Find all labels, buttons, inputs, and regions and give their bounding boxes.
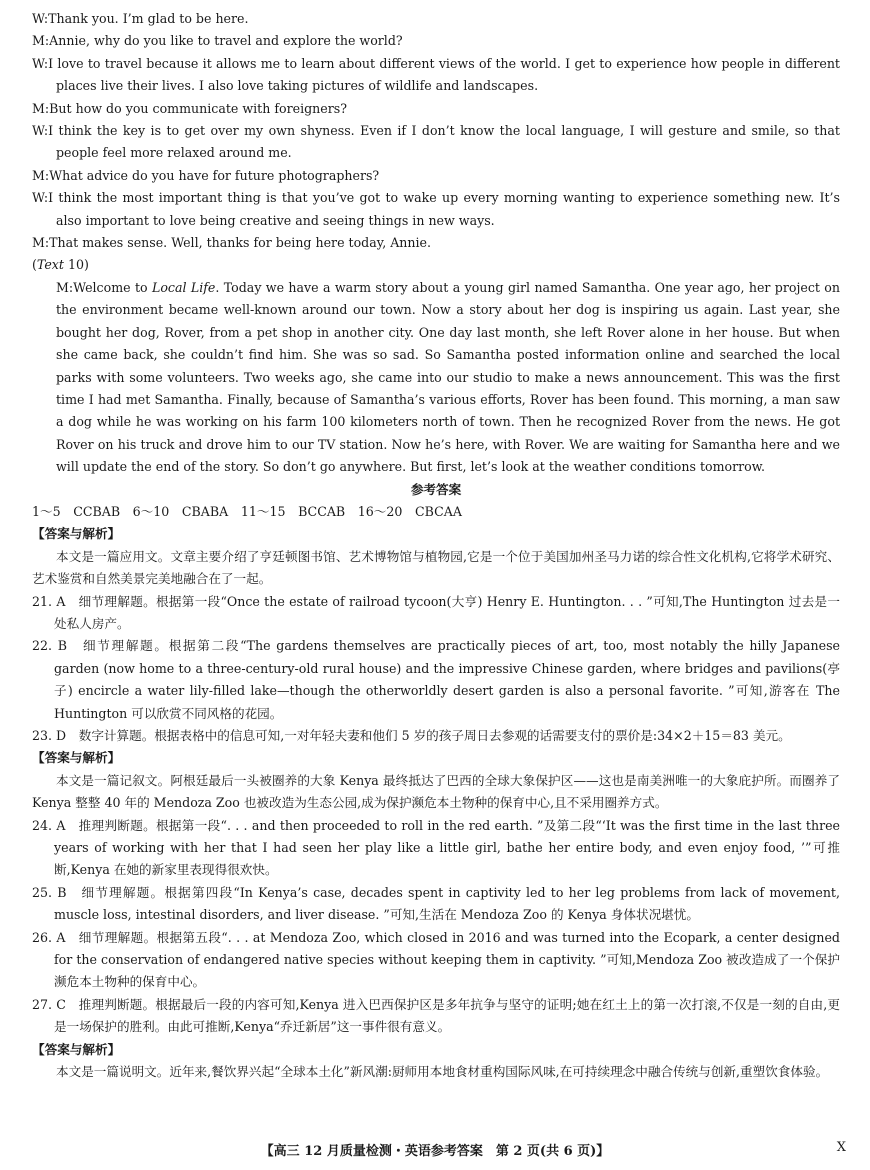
- speaker-label: W: [32, 190, 44, 206]
- answer-explanation: 22. B 细节理解题。根据第二段“The gardens themselves are practically pieces of art, too, most notably the hilly Japanese garden (now home to a three-century-old rural house) and the impressive Chinese garden, where bridges and pavilions(亭子) encircle a water lily-filled lake—though the otherworldly desert garden is also a personal favorite. ”可知,游客在 The Huntington 可以欣赏不同风格的花园。: [32, 638, 840, 721]
- speaker-label: M: [56, 279, 69, 295]
- dialogue-line: M:What advice do you have for future photographers?: [32, 167, 380, 183]
- show-name: Local Life: [151, 279, 216, 295]
- speaker-label: M: [32, 167, 45, 183]
- page-footer: [0, 1140, 870, 1159]
- section-heading: 【答案与解析】: [32, 526, 121, 542]
- answer-explanation: 27. C 推理判断题。根据最后一段的内容可知,Kenya 进入巴西保护区是多年抗争与坚守的证明;她在红土上的第一次打滚,不仅是一刻的自由,更是一场保护的胜利。由此可推断,Kenya“乔迁新居”这一事件很有意义。: [32, 996, 840, 1035]
- section-summary: 本文是一篇记叙文。阿根廷最后一头被圈养的大象 Kenya 最终抵达了巴西的全球大象保护区——这也是南美洲唯一的大象庇护所。而圈养了 Kenya 整整 40 年的 Mendoza Zoo 也被改造为生态公园,成为保护濒危本土物种的保育中心,且不采用圈养方式。: [32, 772, 840, 811]
- text-10-transcript: (Text 10) M:Welcome to Local Life. Today we have a warm story about a young girl named Samantha. One year ago, her project on the environment became well-known around our town. Now a story about her dog is inspiring us again. Last year, she bought her dog, Rover, from a pet shop in another city. One day last month, she left Rover alone in her house. But when she came back, she couldn’t find him. She was so sad. So Samantha posted information online and searched the local parks with some volunteers. Two weeks ago, she came into our studio to make a news announcement. This was the first time I had met Samantha. Finally, because of Samantha’s various efforts, Rover has been found. This morning, a man saw a dog while he was working on his farm 100 kilometers north of town. Then he recognized Rover from the news. He got Rover on his truck and drove him to our TV station. Now he’s here, with Rover. We are waiting for Samantha here and we will update the end of the story. So don’t go anywhere. But first, let’s look at the weather conditions tomorrow.: [32, 254, 840, 478]
- section-summary: 本文是一篇应用文。文章主要介绍了亨廷顿图书馆、艺术博物馆与植物园,它是一个位于美国加州圣马力诺的综合性文化机构,它将学术研究、艺术鉴赏和自然美景完美地融合在了一起。: [32, 548, 840, 587]
- dialogue-text: But how do you communicate with foreigners?: [49, 100, 347, 116]
- speaker-label: W: [32, 11, 44, 26]
- speaker-label: W: [32, 55, 44, 71]
- answer-explanation: 21. A 细节理解题。根据第一段“Once the estate of railroad tycoon(大亨) Henry E. Huntington. . . ”可知,The Huntington 过去是一处私人房产。: [32, 593, 840, 631]
- answer-key-1-20: 1～5 CCBAB 6～10 CBABA 11～15 BCCAB 16～20 CBCAA: [32, 503, 462, 519]
- text-10-label: (Text 10): [32, 257, 89, 273]
- dialogue-line: M:But how do you communicate with foreigners?: [32, 100, 347, 116]
- dialogue-text: I think the key is to get over my own shyness. Even if I don’t know the local language, I will gesture and smile, so that people feel more relaxed around me.: [48, 123, 840, 161]
- dialogue-text: I think the most important thing is that you’ve got to wake up every morning wanting to experience something new. It’s also important to love being creative and seeing things in new ways.: [48, 190, 840, 228]
- speaker-label: M: [32, 235, 45, 251]
- section-summary: 本文是一篇说明文。近年来,餐饮界兴起“全球本土化”新风潮:厨师用本地食材重构国际风味,在可持续理念中融合传统与创新,重塑饮食体验。: [56, 1064, 829, 1080]
- answer-explanation: 26. A 细节理解题。根据第五段“. . . at Mendoza Zoo, which closed in 2016 and was turned into the Ecopark, a center designed for the conservation of endangered native species without keeping them in captivity. ”可知,Mendoza Zoo 被改造成了一个保护濒危本土物种的保育中心。: [32, 929, 840, 990]
- section-heading: 【答案与解析】: [32, 1041, 121, 1057]
- dialogue-text: I love to travel because it allows me to learn about different views of the world. I get to experience how people in different places live their lives. I also love taking pictures of wildlife and landscapes.: [48, 55, 840, 94]
- answer-explanation: 25. B 细节理解题。根据第四段“In Kenya’s case, decades spent in captivity led to her leg problems from lack of movement, muscle loss, intestinal disorders, and liver disease. ”可知,生活在 Mendoza Zoo 的 Kenya 身体状况堪忧。: [32, 884, 840, 923]
- dialogue-line: M:That makes sense. Well, thanks for being here today, Annie.: [32, 235, 431, 251]
- answer-explanation: 23. D 数字计算题。根据表格中的信息可知,一对年轻夫妻和他们 5 岁的孩子周日去参观的话需要支付的票价是:34×2＋15＝83 美元。: [32, 728, 791, 743]
- dialogue-text: Thank you. I’m glad to be here.: [48, 11, 249, 26]
- dialogue-line: M:Annie, why do you like to travel and explore the world?: [32, 33, 403, 49]
- footer-mark: X: [836, 1140, 846, 1155]
- answers-heading: 参考答案: [410, 481, 462, 497]
- interview-transcript: [32, 8, 840, 254]
- dialogue-text: What advice do you have for future photographers?: [49, 167, 380, 183]
- dialogue-line: W:Thank you. I’m glad to be here.: [32, 11, 249, 26]
- answer-page: [32, 8, 840, 1084]
- section-heading: 【答案与解析】: [32, 750, 121, 766]
- speaker-label: M: [32, 100, 45, 116]
- speaker-label: M: [32, 33, 45, 49]
- answer-explanation: 24. A 推理判断题。根据第一段“. . . and then proceeded to roll in the red earth. ”及第二段“‘It was the first time in the last three years of working with her that I had seen her play like a little girl, bathe her entire body, and even enjoy food, ’”可推断,Kenya 在她的新家里表现得很欢快。: [32, 817, 840, 878]
- footer-text: 【高三 12 月质量检测・英语参考答案 第 2 页(共 6 页)】: [260, 1144, 610, 1159]
- dialogue-line: W:I love to travel because it allows me to learn about different views of the world. I get to experience how people in different places live their lives. I also love taking pictures of wildlife and landscapes.: [32, 55, 840, 94]
- speaker-label: W: [32, 123, 44, 139]
- dialogue-line: W:I think the key is to get over my own shyness. Even if I don’t know the local language, I will gesture and smile, so that people feel more relaxed around me.: [32, 123, 840, 161]
- explanation-sections: [32, 523, 840, 1083]
- dialogue-text: Annie, why do you like to travel and explore the world?: [49, 33, 403, 49]
- dialogue-text: That makes sense. Well, thanks for being here today, Annie.: [49, 235, 431, 251]
- dialogue-line: W:I think the most important thing is that you’ve got to wake up every morning wanting to experience something new. It’s also important to love being creative and seeing things in new ways.: [32, 190, 840, 228]
